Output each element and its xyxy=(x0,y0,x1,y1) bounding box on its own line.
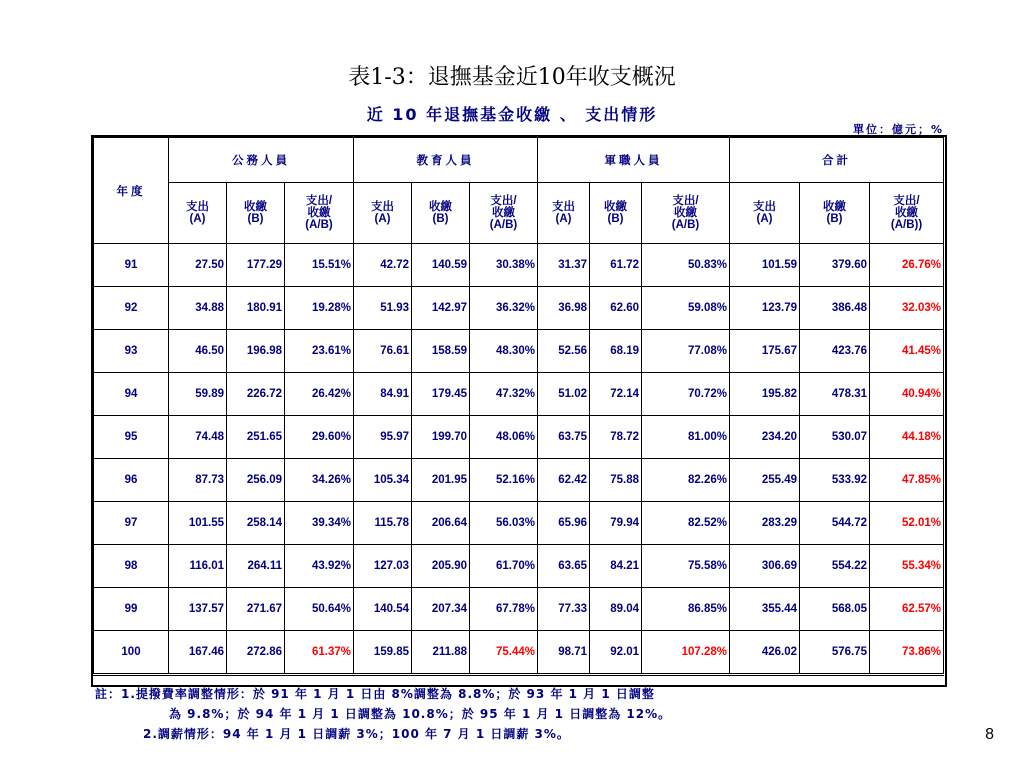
year-cell: 97 xyxy=(94,502,169,545)
value-cell: 207.34 xyxy=(412,588,470,631)
sub-header-income xyxy=(227,183,285,244)
value-cell: 264.11 xyxy=(227,545,285,588)
value-cell: 379.60 xyxy=(800,244,870,287)
value-cell: 75.44% xyxy=(470,631,538,675)
value-cell: 115.78 xyxy=(354,502,412,545)
value-cell: 140.59 xyxy=(412,244,470,287)
value-cell: 554.22 xyxy=(800,545,870,588)
sub-header-line: (A/B)) xyxy=(890,219,923,231)
value-cell: 50.64% xyxy=(285,588,354,631)
value-cell: 56.03% xyxy=(470,502,538,545)
table-row xyxy=(94,588,944,631)
sub-header-line: (B) xyxy=(432,213,449,225)
table-row xyxy=(94,545,944,588)
value-cell: 234.20 xyxy=(730,416,800,459)
year-cell: 98 xyxy=(94,545,169,588)
value-cell: 34.88 xyxy=(169,287,227,330)
value-cell: 101.55 xyxy=(169,502,227,545)
year-cell: 91 xyxy=(94,244,169,287)
value-cell: 423.76 xyxy=(800,330,870,373)
sub-header-line: 收繳 xyxy=(604,201,627,213)
sub-header-income xyxy=(590,183,642,244)
value-cell: 48.06% xyxy=(470,416,538,459)
sub-header-expense xyxy=(730,183,800,244)
page-number: 8 xyxy=(985,726,994,743)
sub-header-line: 收繳 xyxy=(307,207,331,219)
value-cell: 26.42% xyxy=(285,373,354,416)
value-cell: 82.52% xyxy=(642,502,730,545)
group-header-civil-servants: 公務人員 xyxy=(169,138,354,183)
sub-header-income xyxy=(800,183,870,244)
table-row xyxy=(94,502,944,545)
value-cell: 67.78% xyxy=(470,588,538,631)
value-cell: 77.33 xyxy=(538,588,590,631)
value-cell: 31.37 xyxy=(538,244,590,287)
value-cell: 77.08% xyxy=(642,330,730,373)
group-header-total: 合計 xyxy=(730,138,944,183)
sub-header-line: 支出/ xyxy=(672,195,699,207)
value-cell: 68.19 xyxy=(590,330,642,373)
value-cell: 199.70 xyxy=(412,416,470,459)
year-cell: 93 xyxy=(94,330,169,373)
sub-header-line: 支出 xyxy=(186,201,209,213)
value-cell: 211.88 xyxy=(412,631,470,675)
value-cell: 79.94 xyxy=(590,502,642,545)
page-title: 表1-3：退撫基金近10年收支概況 xyxy=(348,65,676,90)
sub-header-line: (A) xyxy=(756,213,773,225)
value-cell: 76.61 xyxy=(354,330,412,373)
value-cell: 355.44 xyxy=(730,588,800,631)
sub-header-ratio xyxy=(642,183,730,244)
sub-header-line: (A/B) xyxy=(671,219,700,231)
value-cell: 63.65 xyxy=(538,545,590,588)
value-cell: 84.91 xyxy=(354,373,412,416)
value-cell: 51.02 xyxy=(538,373,590,416)
year-cell: 95 xyxy=(94,416,169,459)
value-cell: 75.58% xyxy=(642,545,730,588)
table-row xyxy=(94,330,944,373)
table-row xyxy=(94,459,944,502)
value-cell: 386.48 xyxy=(800,287,870,330)
value-cell: 195.82 xyxy=(730,373,800,416)
revenue-expense-table xyxy=(93,137,944,676)
value-cell: 55.34% xyxy=(870,545,944,588)
value-cell: 30.38% xyxy=(470,244,538,287)
sub-header-row xyxy=(94,183,944,244)
sub-header-line: (A/B) xyxy=(489,219,518,231)
table-row xyxy=(94,631,944,675)
sub-header-line: 收繳 xyxy=(244,201,267,213)
value-cell: 306.69 xyxy=(730,545,800,588)
value-cell: 167.46 xyxy=(169,631,227,675)
sub-header-expense xyxy=(354,183,412,244)
year-cell: 96 xyxy=(94,459,169,502)
sub-header-ratio xyxy=(470,183,538,244)
value-cell: 255.49 xyxy=(730,459,800,502)
value-cell: 142.97 xyxy=(412,287,470,330)
value-cell: 36.98 xyxy=(538,287,590,330)
value-cell: 159.85 xyxy=(354,631,412,675)
value-cell: 40.94% xyxy=(870,373,944,416)
value-cell: 544.72 xyxy=(800,502,870,545)
value-cell: 42.72 xyxy=(354,244,412,287)
value-cell: 196.98 xyxy=(227,330,285,373)
value-cell: 101.59 xyxy=(730,244,800,287)
value-cell: 44.18% xyxy=(870,416,944,459)
value-cell: 74.48 xyxy=(169,416,227,459)
value-cell: 52.16% xyxy=(470,459,538,502)
value-cell: 105.34 xyxy=(354,459,412,502)
table-title: 近 10 年退撫基金收繳 、 支出情形 xyxy=(366,105,658,124)
sub-header-expense xyxy=(169,183,227,244)
value-cell: 123.79 xyxy=(730,287,800,330)
value-cell: 59.89 xyxy=(169,373,227,416)
value-cell: 65.96 xyxy=(538,502,590,545)
value-cell: 70.72% xyxy=(642,373,730,416)
year-cell: 92 xyxy=(94,287,169,330)
table-row xyxy=(94,416,944,459)
sub-header-ratio xyxy=(870,183,944,244)
value-cell: 27.50 xyxy=(169,244,227,287)
sub-header-line: 支出/ xyxy=(305,195,333,207)
value-cell: 82.26% xyxy=(642,459,730,502)
table-body xyxy=(94,244,944,675)
value-cell: 107.28% xyxy=(642,631,730,675)
sub-header-line: (A/B) xyxy=(305,219,333,231)
value-cell: 32.03% xyxy=(870,287,944,330)
value-cell: 81.00% xyxy=(642,416,730,459)
group-header-military: 軍職人員 xyxy=(538,138,730,183)
value-cell: 137.57 xyxy=(169,588,227,631)
value-cell: 84.21 xyxy=(590,545,642,588)
value-cell: 89.04 xyxy=(590,588,642,631)
note-line-1: 註：1.提撥費率調整情形：於 91 年 1 月 1 日由 8%調整為 8.8%；於 93 年 1 月 1 日調整 xyxy=(95,687,655,701)
value-cell: 92.01 xyxy=(590,631,642,675)
value-cell: 72.14 xyxy=(590,373,642,416)
value-cell: 47.32% xyxy=(470,373,538,416)
table-row xyxy=(94,373,944,416)
value-cell: 15.51% xyxy=(285,244,354,287)
value-cell: 87.73 xyxy=(169,459,227,502)
value-cell: 533.92 xyxy=(800,459,870,502)
sub-header-line: 支出 xyxy=(753,201,776,213)
value-cell: 62.60 xyxy=(590,287,642,330)
sub-header-line: 收繳 xyxy=(895,207,918,219)
note-line-3: 2.調薪情形：94 年 1 月 1 日調薪 3%；100 年 7 月 1 日調薪 3%。 xyxy=(143,727,570,741)
value-cell: 63.75 xyxy=(538,416,590,459)
value-cell: 175.67 xyxy=(730,330,800,373)
sub-header-line: 收繳 xyxy=(823,201,846,213)
year-cell: 99 xyxy=(94,588,169,631)
value-cell: 283.29 xyxy=(730,502,800,545)
value-cell: 206.64 xyxy=(412,502,470,545)
value-cell: 43.92% xyxy=(285,545,354,588)
value-cell: 47.85% xyxy=(870,459,944,502)
value-cell: 78.72 xyxy=(590,416,642,459)
value-cell: 426.02 xyxy=(730,631,800,675)
notes xyxy=(95,684,671,744)
value-cell: 256.09 xyxy=(227,459,285,502)
year-cell: 100 xyxy=(94,631,169,675)
value-cell: 271.67 xyxy=(227,588,285,631)
sub-header-line: 支出/ xyxy=(490,195,517,207)
sub-header-line: 支出/ xyxy=(893,195,920,207)
sub-header-line: (B) xyxy=(247,213,264,225)
value-cell: 26.76% xyxy=(870,244,944,287)
sub-header-ratio xyxy=(285,183,354,244)
sub-header-line: (B) xyxy=(607,213,624,225)
value-cell: 201.95 xyxy=(412,459,470,502)
value-cell: 34.26% xyxy=(285,459,354,502)
value-cell: 95.97 xyxy=(354,416,412,459)
value-cell: 41.45% xyxy=(870,330,944,373)
sub-header-line: 收繳 xyxy=(492,207,515,219)
value-cell: 50.83% xyxy=(642,244,730,287)
value-cell: 52.56 xyxy=(538,330,590,373)
sub-header-line: (A) xyxy=(189,213,206,225)
value-cell: 75.88 xyxy=(590,459,642,502)
value-cell: 251.65 xyxy=(227,416,285,459)
sub-header-line: 支出 xyxy=(371,201,394,213)
note-line-2: 為 9.8%；於 94 年 1 月 1 日調整為 10.8%；於 95 年 1 月 1 日調整為 12%。 xyxy=(169,707,672,721)
value-cell: 62.57% xyxy=(870,588,944,631)
value-cell: 568.05 xyxy=(800,588,870,631)
value-cell: 73.86% xyxy=(870,631,944,675)
value-cell: 272.86 xyxy=(227,631,285,675)
value-cell: 86.85% xyxy=(642,588,730,631)
value-cell: 61.72 xyxy=(590,244,642,287)
sub-header-line: 收繳 xyxy=(674,207,697,219)
value-cell: 48.30% xyxy=(470,330,538,373)
value-cell: 19.28% xyxy=(285,287,354,330)
value-cell: 36.32% xyxy=(470,287,538,330)
value-cell: 29.60% xyxy=(285,416,354,459)
group-header-teachers: 教育人員 xyxy=(354,138,538,183)
value-cell: 140.54 xyxy=(354,588,412,631)
sub-header-line: (B) xyxy=(826,213,843,225)
value-cell: 127.03 xyxy=(354,545,412,588)
value-cell: 576.75 xyxy=(800,631,870,675)
sub-header-income xyxy=(412,183,470,244)
table-row xyxy=(94,287,944,330)
value-cell: 39.34% xyxy=(285,502,354,545)
sub-header-line: (A) xyxy=(555,213,572,225)
value-cell: 205.90 xyxy=(412,545,470,588)
value-cell: 61.70% xyxy=(470,545,538,588)
value-cell: 46.50 xyxy=(169,330,227,373)
value-cell: 23.61% xyxy=(285,330,354,373)
value-cell: 61.37% xyxy=(285,631,354,675)
sub-header-line: 收繳 xyxy=(429,201,452,213)
value-cell: 478.31 xyxy=(800,373,870,416)
table-row xyxy=(94,244,944,287)
value-cell: 258.14 xyxy=(227,502,285,545)
value-cell: 98.71 xyxy=(538,631,590,675)
value-cell: 530.07 xyxy=(800,416,870,459)
value-cell: 51.93 xyxy=(354,287,412,330)
value-cell: 226.72 xyxy=(227,373,285,416)
value-cell: 62.42 xyxy=(538,459,590,502)
value-cell: 180.91 xyxy=(227,287,285,330)
sub-header-line: 支出 xyxy=(552,201,575,213)
value-cell: 116.01 xyxy=(169,545,227,588)
year-header: 年度 xyxy=(94,138,169,244)
value-cell: 59.08% xyxy=(642,287,730,330)
sub-header-line: (A) xyxy=(374,213,391,225)
sub-header-expense xyxy=(538,183,590,244)
year-cell: 94 xyxy=(94,373,169,416)
value-cell: 177.29 xyxy=(227,244,285,287)
value-cell: 179.45 xyxy=(412,373,470,416)
value-cell: 52.01% xyxy=(870,502,944,545)
unit-label: 單位：億元；% xyxy=(852,123,944,136)
value-cell: 158.59 xyxy=(412,330,470,373)
